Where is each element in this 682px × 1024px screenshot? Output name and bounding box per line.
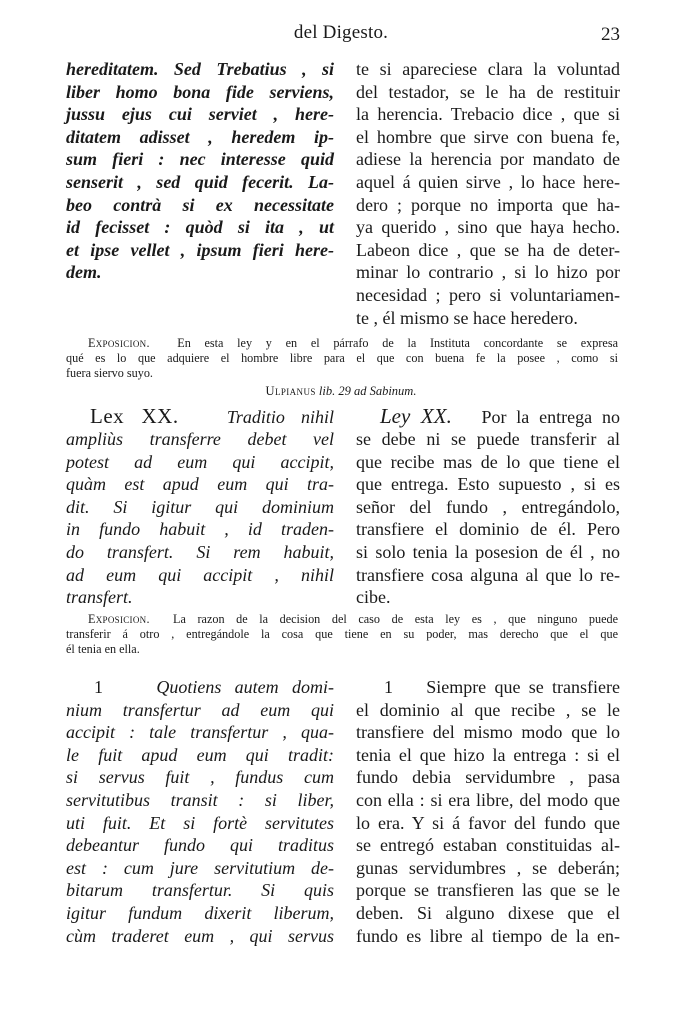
spanish-line: se debe ni se puede transferir al <box>356 429 620 449</box>
spanish-line: dero ; porque no importa que ha- <box>356 194 620 215</box>
exposition-first-line <box>88 336 618 351</box>
spanish-line: necesidad ; pero si voluntariamen- <box>356 284 620 305</box>
spanish-line: lo era. Y si á favor del fundo que <box>356 812 620 833</box>
latin-line: dem. <box>66 262 102 283</box>
latin-column-lex20 <box>66 404 334 609</box>
spanish-column-continuation <box>356 58 620 329</box>
latin-line: quàm est apud eum qui tra- <box>66 474 334 495</box>
spanish-line: fundo es libre al tiempo de la en- <box>356 925 620 946</box>
latin-line: uti fuit. Et si fortè servitutes <box>66 812 334 833</box>
spanish-line: te si apareciese clara la voluntad <box>356 59 620 79</box>
spanish-line: el dominio al que recibe , se le <box>356 699 620 720</box>
latin-line: hereditatem. Sed Trebatius , si <box>66 59 334 79</box>
spanish-line: Por la entrega no <box>481 407 620 427</box>
spanish-line: transfiere el dominio de él. Pero <box>356 519 620 540</box>
latin-line: transfert. <box>66 587 133 608</box>
spanish-line: transfiere del mismo modo que lo <box>356 722 620 743</box>
spanish-column-ley20 <box>356 404 620 609</box>
latin-line: sum fieri : nec interesse quid <box>66 149 334 170</box>
exposition-label: Exposicion. <box>88 336 150 350</box>
latin-line: Traditio nihil <box>226 407 335 427</box>
spanish-line: del testador, se le ha de restituir <box>356 81 620 102</box>
latin-line: Quotiens autem domi- <box>156 677 334 697</box>
latin-line: ditatem adisset , heredem ip- <box>66 126 334 147</box>
spanish-line: que entrega. Esto supuesto , si es <box>356 474 620 495</box>
latin-line: est : cum jure servitutium de- <box>66 857 334 878</box>
paragraph1-spanish-first-line <box>356 676 620 699</box>
latin-line: et ipse vellet , ipsum fieri here- <box>66 239 334 260</box>
latin-line: igitur fundum dixerit liberum, <box>66 902 334 923</box>
spanish-line: minar lo contrario , si lo hizo por <box>356 262 620 283</box>
spanish-line: el hombre que sirve con buena fe, <box>356 126 620 147</box>
latin-line: senserit , sed quid fecerit. La- <box>66 171 334 192</box>
spanish-line: transfiere cosa alguna al que lo re- <box>356 564 620 585</box>
exposition-note <box>66 336 618 382</box>
spanish-line: señor del fundo , entregándolo, <box>356 496 620 517</box>
latin-line: si servus fuit , fundus cum <box>66 767 334 788</box>
latin-line: le fuit apud eum qui tradit: <box>66 744 334 765</box>
latin-column-paragraph1 <box>66 676 334 947</box>
latin-line: ampliùs transferre debet vel <box>66 429 334 449</box>
source-work: lib. 29 ad Sabinum. <box>318 384 417 398</box>
spanish-line: te , él mismo se hace heredero. <box>356 307 578 328</box>
spanish-line: se entregó estaban constituidas al- <box>356 835 620 856</box>
exposition-text: fuera siervo suyo. <box>66 366 153 381</box>
latin-line: id fecisset : quòd si ita , ut <box>66 217 334 238</box>
spanish-line: cibe. <box>356 587 391 608</box>
ley-heading: Ley XX. <box>380 404 452 428</box>
source-author: Ulpianus <box>265 384 316 398</box>
spanish-column-paragraph1 <box>356 676 620 947</box>
spanish-line: aquel á quien sirve , lo hace here- <box>356 171 620 192</box>
spanish-line: fundo debia servidumbre , pasa <box>356 767 620 788</box>
spanish-line: adiese la herencia por mandato de <box>356 149 620 170</box>
paragraph-number: 1 <box>94 677 103 697</box>
latin-line: ad eum qui accipit , nihil <box>66 564 334 585</box>
latin-line: in fundo habuit , id traden- <box>66 519 334 540</box>
spanish-line: que recibe mas de lo que tiene el <box>356 451 620 472</box>
latin-line: servitutibus transit : si liber, <box>66 789 334 810</box>
lex20-first-line <box>66 404 334 428</box>
exposition-text: transferir á otro , entregándole la cosa que tiene en su poder, mas derecho que el que <box>66 627 618 642</box>
exposition-text: En esta ley y en el párrafo de la Instituta concordante se expresa <box>177 336 618 350</box>
exposition-note <box>66 612 618 658</box>
spanish-line: con ella : si era libre, del modo que <box>356 789 620 810</box>
spanish-line: tenia el que hizo la entrega : si el <box>356 744 620 765</box>
page-number: 23 <box>601 24 620 45</box>
latin-line: accipit : tale transfertur , qua- <box>66 722 334 743</box>
exposition-first-line <box>88 612 618 627</box>
latin-column-continuation <box>66 58 334 284</box>
latin-line: dit. Si igitur qui dominium <box>66 496 334 517</box>
latin-line: cùm traderet eum , qui servus <box>66 925 334 946</box>
spanish-line: Siempre que se transfiere <box>426 677 620 697</box>
latin-line: jussu ejus cui serviet , here- <box>66 104 334 125</box>
latin-line: nium transfertur ad eum qui <box>66 699 334 720</box>
paragraph-number: 1 <box>384 677 393 697</box>
paragraph1-latin-first-line <box>66 676 334 699</box>
exposition-text: él tenia en ella. <box>66 642 140 657</box>
running-title: del Digesto. <box>293 22 389 43</box>
exposition-text: La razon de la decision del caso de esta ley es , que ninguno puede <box>173 612 618 626</box>
spanish-line: gunas servidumbres , se deberán; <box>356 857 620 878</box>
lex-heading: Lex XX. <box>90 404 179 428</box>
latin-line: debeantur fundo qui traditus <box>66 835 334 856</box>
latin-line: potest ad eum qui accipit, <box>66 451 334 472</box>
source-citation <box>0 384 682 399</box>
spanish-line: ya querido , sino que haya hecho. <box>356 217 620 238</box>
latin-line: bitarum transfertur. Si quis <box>66 880 334 901</box>
exposition-label: Exposicion. <box>88 612 150 626</box>
latin-line: beo contrà si ex necessitate <box>66 194 334 215</box>
spanish-line: porque se transfieren las que se le <box>356 880 620 901</box>
latin-line: do transfert. Si rem habuit, <box>66 541 334 562</box>
ley20-first-line <box>356 404 620 428</box>
spanish-line: si solo tenia la posesion de él , no <box>356 541 620 562</box>
spanish-line: deben. Si alguno dixese que el <box>356 902 620 923</box>
exposition-text: qué es lo que adquiere el hombre libre para el que con buena fe la posee , como si <box>66 351 618 366</box>
spanish-line: la herencia. Trebacio dice , que si <box>356 104 620 125</box>
spanish-line: Labeon dice , que se ha de deter- <box>356 239 620 260</box>
latin-line: liber homo bona fide serviens, <box>66 81 334 102</box>
